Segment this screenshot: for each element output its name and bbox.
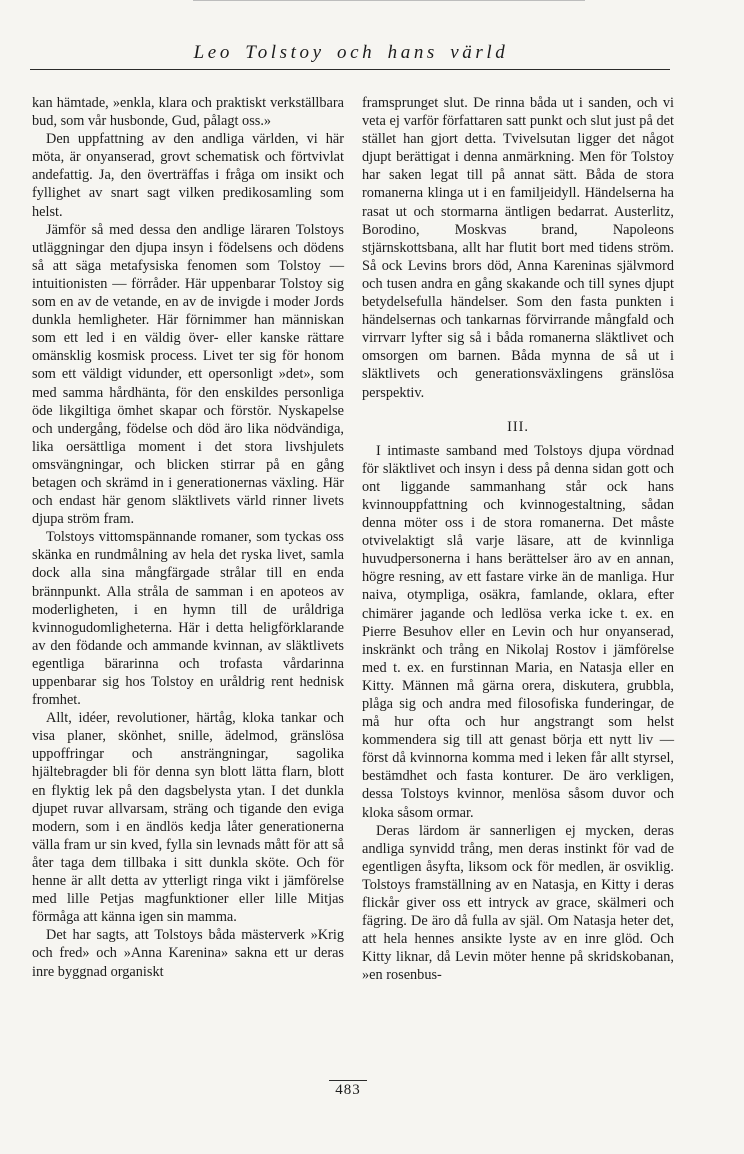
paragraph: I intimaste samband med Tolstoys djupa vördnad för släktlivet och insyn i dess på denna sidan gott och ont liggande sammanhang står ock hans kvinnouppfattning och kvinnogestaltning, sådan denna möter oss i de stora romanerna. Det måste otvivelaktigt slå varje läsare, att de kvinnliga huvudpersonerna i hans berättelser äro av en annan, högre resning, av ett fastare virke än de manliga. Hur naiva, otympliga, osäkra, famlande, oklara, efter chimärer jagande och ledlösa verka icke t. ex. en Pierre Besuhov eller en Levin och hur onyanserad, inskränkt och trång en Nikolaj Rostov i jämförelse med t. ex. en furstinnan Maria, en Natasja eller en Kitty. Männen må gärna orera, diskutera, grubbla, plåga sig och andra med filosofiska funderingar, de må hur ofta och hur angstrangt som helst kommendera sig till att genast börja ett nytt liv — först då kvinnorna komma med i leken får allt styrsel, bestämdhet och fasta konturer. De äro verkligen, dessa Tolstoys kvinnor, menlösa såsom duvor och kloka såsom ormar. <box>362 442 674 821</box>
paragraph: Allt, idéer, revolutioner, härtåg, kloka tankar och visa planer, skönhet, snille, ädelmod, gränslösa uppoffringar och ansträngningar, sagolika hjältebragder bli för denna syn blott lätta flarn, blott en flyktig lek på den dagsbelysta ytan. I det dunkla djupet ruvar allvarsam, sträng och tigande den eviga modern, som i en ändlös kedja låter generationerna välla fram ur sin kved, fylla sin levnads mått för att så åter taga dem tillbaka i sitt dunkla sköte. Och för henne är allt detta av ytterligt ringa vikt i jämförelse med lille Petjas magfunktioner eller lille Mitjas förmåga att känna igen sin mamma. <box>32 710 344 926</box>
section-heading: III. <box>507 418 529 435</box>
paragraph: Deras lärdom är sannerligen ej mycken, deras andliga synvidd trång, men deras instinkt för vad de egentligen åsyfta, liksom ock för medlen, är osviklig. Tolstoys framställning av en Natasja, en Kitty i deras flickår giver oss ett intryck av grace, skälmeri och fägring. De äro då fulla av själ. Om Natasja heter det, att hela hennes ansikte lyste av en inre glöd. Och Kitty liknar, då Levin möter henne på skridskobanan, »en rosenbus- <box>362 822 674 984</box>
running-head: Leo Tolstoy och hans värld <box>193 42 509 63</box>
header-rule <box>30 69 670 70</box>
paragraph: kan hämtade, »enkla, klara och praktiskt verkställbara bud, som vår husbonde, Gud, pålagt oss.» <box>32 95 344 130</box>
paragraph: Det har sagts, att Tolstoys båda mästerverk »Krig och fred» och »Anna Karenina» sakna ett ur deras inre byggnad organiskt <box>32 927 344 980</box>
top-edge-rule <box>193 0 585 1</box>
paragraph: framsprunget slut. De rinna båda ut i sanden, och vi veta ej varför författaren satt punkt och slut just på det stället han gjort detta. Tvivelsutan ligger det något djupt berättigat i denna anmärkning. Men för Tolstoy har saken legat till på annat sätt. Båda de stora romanerna klinga ut i en familjeidyll. Händelserna ha rasat ut och stormarna äntligen bedarrat. Austerlitz, Borodino, Moskvas brand, Napoleons stjärnskottsbana, allt har flutit bort med tidens ström. Så ock Levins brors död, Anna Kareninas självmord och tusen andra en gång skakande och till synes djupt betydelsefulla händelser. Som den fasta punkten i händelsernas och tankarnas förvirrande mångfald och virrvarr lyfter sig så i båda romanerna släktlivet och omsorgen om barnen. Båda mynna de så ut i släktlivets och generationsväxlingens gränslösa perspektiv. <box>362 95 674 401</box>
paragraph: Den uppfattning av den andliga världen, vi här möta, är onyanserad, grovt schematisk och förtvivlat andefattig. Ja, den överträffas i fråga om insikt och fyllighet av snart sagt vilken predikosamling som helst. <box>32 131 344 220</box>
footer-rule <box>329 1080 367 1081</box>
right-column <box>362 94 674 985</box>
paragraph: Tolstoys vittomspännande romaner, som tyckas oss skänka en rundmålning av hela det ryska livet, samla dock alla sina mångfärgade strålar till en enda brännpunkt. Alla stråla de samman i en apoteos av moderligheten, i en hymn till de uråldriga kvinnogudomligheterna. Här i detta heligförklarande av den födande och ammande kvinnan, av släktlivets egentliga bärarinna och trofasta vårdarinna uppenbarar sig hos Tolstoy en uråldrig rent hednisk fromhet. <box>32 529 344 709</box>
left-column <box>32 94 344 981</box>
paragraph: Jämför så med dessa den andlige läraren Tolstoys utläggningar den djupa insyn i födelsens och dödens så att säga metafysiska fenomen som Tolstoy — intuitionisten — förråder. Här uppenbarar Tolstoy sig som en av de vetande, en av de invigde i moder Jords dunkla hemligheter. Här förnimmer han människan som ett led i en väldig över- eller kanske rättare omänsklig kosmisk process. Livet ter sig för honom som ett väldigt vidunder, ett opersonligt »det», som med samma hårdhänta, för den enskildes personliga öde likgiltiga ömhet skapar och förstör. Nyskapelse och undergång, födelse och död äro lika nödvändiga, lika oersättliga moment i det stora livshjulets omsvängningar, och blicken stirrar på en gång betagen och skrämd in i generationernas växling. Här och endast här genom släktlivets värld rinner livets djupa ström fram. <box>32 221 344 528</box>
page-number: 483 <box>335 1082 361 1098</box>
